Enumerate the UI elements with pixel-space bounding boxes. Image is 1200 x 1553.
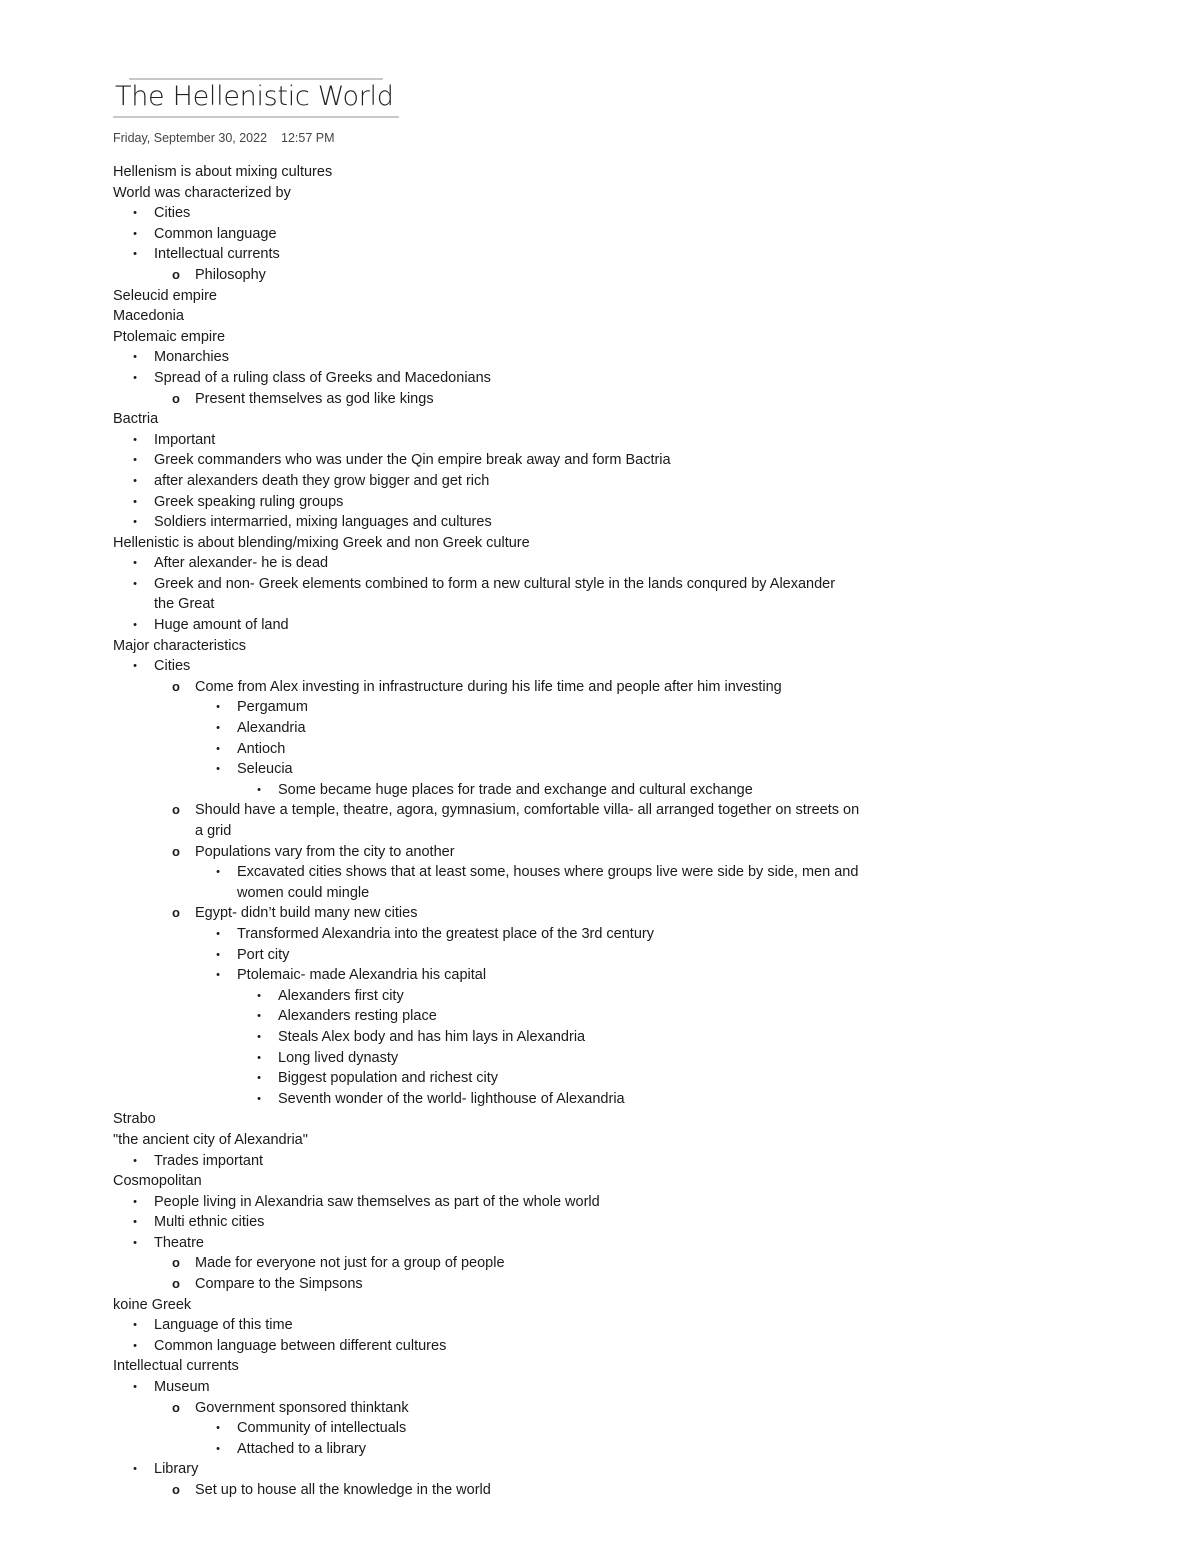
- note-text: Cities: [154, 205, 191, 222]
- note-text: Theatre: [154, 1234, 204, 1251]
- disc-bullet-icon: •: [133, 474, 137, 487]
- note-text: People living in Alexandria saw themselves as part of the whole world: [154, 1193, 600, 1210]
- note-bullet-item: [113, 512, 913, 533]
- note-bullet-item: [113, 1006, 913, 1027]
- note-text: Community of intellectuals: [237, 1420, 407, 1437]
- disc-bullet-icon: •: [216, 742, 220, 755]
- note-text: Antioch: [237, 740, 286, 757]
- note-heading: [113, 636, 913, 657]
- note-text: Come from Alex investing in infrastructure during his life time and people after him investing: [195, 678, 782, 695]
- note-bullet-item: [113, 368, 913, 389]
- disc-bullet-icon: •: [257, 989, 261, 1002]
- disc-bullet-icon: •: [257, 783, 261, 796]
- circle-bullet-icon: o: [172, 1255, 180, 1271]
- note-heading: [113, 409, 913, 430]
- note-text: "the ancient city of Alexandria": [113, 1131, 308, 1148]
- note-bullet-item: [113, 697, 913, 718]
- note-text: Compare to the Simpsons: [195, 1276, 363, 1293]
- note-bullet-item: [113, 1315, 913, 1336]
- disc-bullet-icon: •: [216, 701, 220, 714]
- note-text: Monarchies: [154, 349, 229, 366]
- note-text: Egypt- didn’t build many new cities: [195, 905, 418, 922]
- note-bullet-item: [113, 1233, 913, 1254]
- note-bullet-item: [113, 471, 913, 492]
- note-bullet-item: [113, 1089, 913, 1110]
- disc-bullet-icon: •: [216, 927, 220, 940]
- note-text: Library: [154, 1461, 199, 1478]
- note-text: Intellectual currents: [113, 1358, 239, 1375]
- note-text: Hellenism is about mixing cultures: [113, 164, 333, 180]
- note-heading: [113, 286, 913, 307]
- note-text: Trades important: [154, 1152, 264, 1169]
- disc-bullet-icon: •: [216, 969, 220, 982]
- note-bullet-item: [113, 389, 913, 410]
- note-bullet-item: [113, 244, 913, 265]
- note-text: Philosophy: [195, 266, 266, 283]
- note-bullet-item: [113, 492, 913, 513]
- disc-bullet-icon: •: [133, 371, 137, 384]
- disc-bullet-icon: •: [257, 1072, 261, 1085]
- note-bullet-item: [113, 862, 913, 903]
- note-text: Pergamum: [237, 699, 308, 716]
- disc-bullet-icon: •: [133, 351, 137, 364]
- circle-bullet-icon: o: [172, 802, 180, 818]
- disc-bullet-icon: •: [257, 1092, 261, 1105]
- note-text: Seleucia: [237, 761, 293, 778]
- note-bullet-item: [113, 265, 913, 286]
- note-bullet-item: [113, 1439, 913, 1460]
- note-heading: [113, 327, 913, 348]
- note-bullet-item: [113, 615, 913, 636]
- note-text: Should have a temple, theatre, agora, gymnasium, comfortable villa- all arranged together on streets on a grid: [195, 802, 860, 839]
- disc-bullet-icon: •: [257, 1051, 261, 1064]
- page-title: The Hellenistic World: [115, 81, 394, 112]
- note-bullet-item: [113, 553, 913, 574]
- disc-bullet-icon: •: [257, 1010, 261, 1023]
- note-bullet-item: [113, 574, 913, 615]
- circle-bullet-icon: o: [172, 843, 180, 859]
- note-text: Greek speaking ruling groups: [154, 493, 344, 510]
- note-bullet-item: [113, 842, 913, 863]
- disc-bullet-icon: •: [133, 1381, 137, 1394]
- note-heading: [113, 1109, 913, 1130]
- note-text: after alexanders death they grow bigger and get rich: [154, 472, 490, 489]
- note-bullet-item: [113, 450, 913, 471]
- note-text: Set up to house all the knowledge in the world: [195, 1482, 491, 1498]
- note-bullet-item: [113, 1398, 913, 1419]
- note-text: Cosmopolitan: [113, 1173, 202, 1190]
- disc-bullet-icon: •: [133, 1154, 137, 1167]
- note-text: Macedonia: [113, 308, 184, 325]
- note-text: Long lived dynasty: [278, 1049, 399, 1066]
- note-bullet-item: [113, 1377, 913, 1398]
- disc-bullet-icon: •: [133, 207, 137, 220]
- notes-body: [113, 162, 913, 1501]
- note-text: Excavated cities shows that at least some, houses where groups live were side by side, men and women could mingle: [237, 864, 859, 901]
- disc-bullet-icon: •: [133, 1319, 137, 1332]
- note-text: Bactria: [113, 411, 159, 428]
- note-bullet-item: [113, 965, 913, 986]
- disc-bullet-icon: •: [133, 1463, 137, 1476]
- note-bullet-item: [113, 677, 913, 698]
- circle-bullet-icon: o: [172, 1276, 180, 1292]
- disc-bullet-icon: •: [216, 866, 220, 879]
- note-text: Museum: [154, 1379, 210, 1396]
- note-text: Present themselves as god like kings: [195, 390, 434, 407]
- note-heading: [113, 1295, 913, 1316]
- note-heading: [113, 1130, 913, 1151]
- note-text: Common language: [154, 225, 277, 242]
- disc-bullet-icon: •: [216, 948, 220, 961]
- disc-bullet-icon: •: [133, 577, 137, 590]
- title-rule-top: [129, 78, 383, 80]
- note-text: Some became huge places for trade and exchange and cultural exchange: [278, 781, 753, 798]
- note-text: Intellectual currents: [154, 246, 280, 263]
- note-bullet-item: [113, 924, 913, 945]
- note-bullet-item: [113, 1151, 913, 1172]
- note-bullet-item: [113, 1418, 913, 1439]
- note-text: Spread of a ruling class of Greeks and Macedonians: [154, 369, 491, 386]
- note-bullet-item: [113, 203, 913, 224]
- note-bullet-item: [113, 1192, 913, 1213]
- note-heading: [113, 183, 913, 204]
- note-bullet-item: [113, 1274, 913, 1295]
- circle-bullet-icon: o: [172, 678, 180, 694]
- page-time: 12:57 PM: [281, 131, 335, 145]
- note-bullet-item: [113, 718, 913, 739]
- note-heading: [113, 306, 913, 327]
- note-text: After alexander- he is dead: [154, 555, 329, 572]
- disc-bullet-icon: •: [133, 454, 137, 467]
- note-text: Greek commanders who was under the Qin empire break away and form Bactria: [154, 452, 671, 469]
- note-text: Strabo: [113, 1111, 156, 1128]
- note-bullet-item: [113, 1459, 913, 1480]
- note-text: Biggest population and richest city: [278, 1070, 499, 1087]
- note-text: Multi ethnic cities: [154, 1214, 265, 1231]
- note-bullet-item: [113, 903, 913, 924]
- disc-bullet-icon: •: [133, 433, 137, 446]
- note-bullet-item: [113, 347, 913, 368]
- note-text: Language of this time: [154, 1317, 293, 1334]
- note-bullet-item: [113, 1480, 913, 1501]
- note-bullet-item: [113, 759, 913, 780]
- note-text: Hellenistic is about blending/mixing Greek and non Greek culture: [113, 534, 530, 551]
- note-text: Important: [154, 431, 216, 448]
- note-heading: [113, 533, 913, 554]
- disc-bullet-icon: •: [133, 1216, 137, 1229]
- disc-bullet-icon: •: [216, 763, 220, 776]
- note-bullet-item: [113, 656, 913, 677]
- note-text: Populations vary from the city to another: [195, 843, 455, 860]
- disc-bullet-icon: •: [133, 619, 137, 632]
- note-text: Major characteristics: [113, 637, 246, 654]
- note-text: Government sponsored thinktank: [195, 1399, 409, 1416]
- note-bullet-item: [113, 986, 913, 1007]
- note-bullet-item: [113, 1068, 913, 1089]
- note-bullet-item: [113, 1253, 913, 1274]
- circle-bullet-icon: o: [172, 1399, 180, 1415]
- disc-bullet-icon: •: [216, 1422, 220, 1435]
- note-text: koine Greek: [113, 1296, 192, 1313]
- circle-bullet-icon: o: [172, 266, 180, 282]
- note-text: Seleucid empire: [113, 287, 217, 304]
- disc-bullet-icon: •: [133, 495, 137, 508]
- note-text: Transformed Alexandria into the greatest place of the 3rd century: [237, 925, 654, 942]
- note-bullet-item: [113, 780, 913, 801]
- disc-bullet-icon: •: [133, 660, 137, 673]
- note-text: Huge amount of land: [154, 617, 289, 634]
- disc-bullet-icon: •: [133, 248, 137, 261]
- disc-bullet-icon: •: [133, 227, 137, 240]
- note-text: Made for everyone not just for a group of people: [195, 1255, 505, 1272]
- page-timestamp: [113, 131, 335, 145]
- note-text: Common language between different cultures: [154, 1337, 447, 1354]
- note-text: Soldiers intermarried, mixing languages and cultures: [154, 514, 492, 531]
- note-bullet-item: [113, 1212, 913, 1233]
- disc-bullet-icon: •: [133, 1236, 137, 1249]
- disc-bullet-icon: •: [133, 557, 137, 570]
- disc-bullet-icon: •: [133, 1339, 137, 1352]
- note-bullet-item: [113, 430, 913, 451]
- note-text: Ptolemaic empire: [113, 328, 226, 345]
- note-text: Attached to a library: [237, 1440, 366, 1457]
- note-heading: [113, 1356, 913, 1377]
- note-bullet-item: [113, 1336, 913, 1357]
- note-text: Port city: [237, 946, 290, 963]
- note-bullet-item: [113, 739, 913, 760]
- disc-bullet-icon: •: [216, 722, 220, 735]
- note-text: Steals Alex body and has him lays in Alexandria: [278, 1028, 586, 1045]
- note-text: World was characterized by: [113, 184, 291, 201]
- disc-bullet-icon: •: [133, 1195, 137, 1208]
- note-text: Ptolemaic- made Alexandria his capital: [237, 967, 487, 984]
- note-text: Seventh wonder of the world- lighthouse of Alexandria: [278, 1090, 625, 1107]
- note-heading: [113, 162, 913, 183]
- circle-bullet-icon: o: [172, 905, 180, 921]
- note-text: Greek and non- Greek elements combined to form a new cultural style in the lands conqured by Alexander the Great: [154, 575, 836, 613]
- note-text: Alexanders resting place: [278, 1008, 437, 1025]
- circle-bullet-icon: o: [172, 390, 180, 406]
- note-text: Alexandria: [237, 720, 306, 737]
- disc-bullet-icon: •: [216, 1442, 220, 1455]
- note-bullet-item: [113, 945, 913, 966]
- note-bullet-item: [113, 224, 913, 245]
- circle-bullet-icon: o: [172, 1482, 180, 1497]
- note-bullet-item: [113, 1027, 913, 1048]
- disc-bullet-icon: •: [133, 516, 137, 529]
- disc-bullet-icon: •: [257, 1030, 261, 1043]
- page-date: Friday, September 30, 2022: [113, 131, 268, 145]
- title-rule-bottom: [113, 116, 399, 118]
- note-heading: [113, 1171, 913, 1192]
- note-text: Cities: [154, 658, 191, 675]
- note-bullet-item: [113, 1048, 913, 1069]
- note-text: Alexanders first city: [278, 987, 404, 1004]
- note-bullet-item: [113, 800, 913, 841]
